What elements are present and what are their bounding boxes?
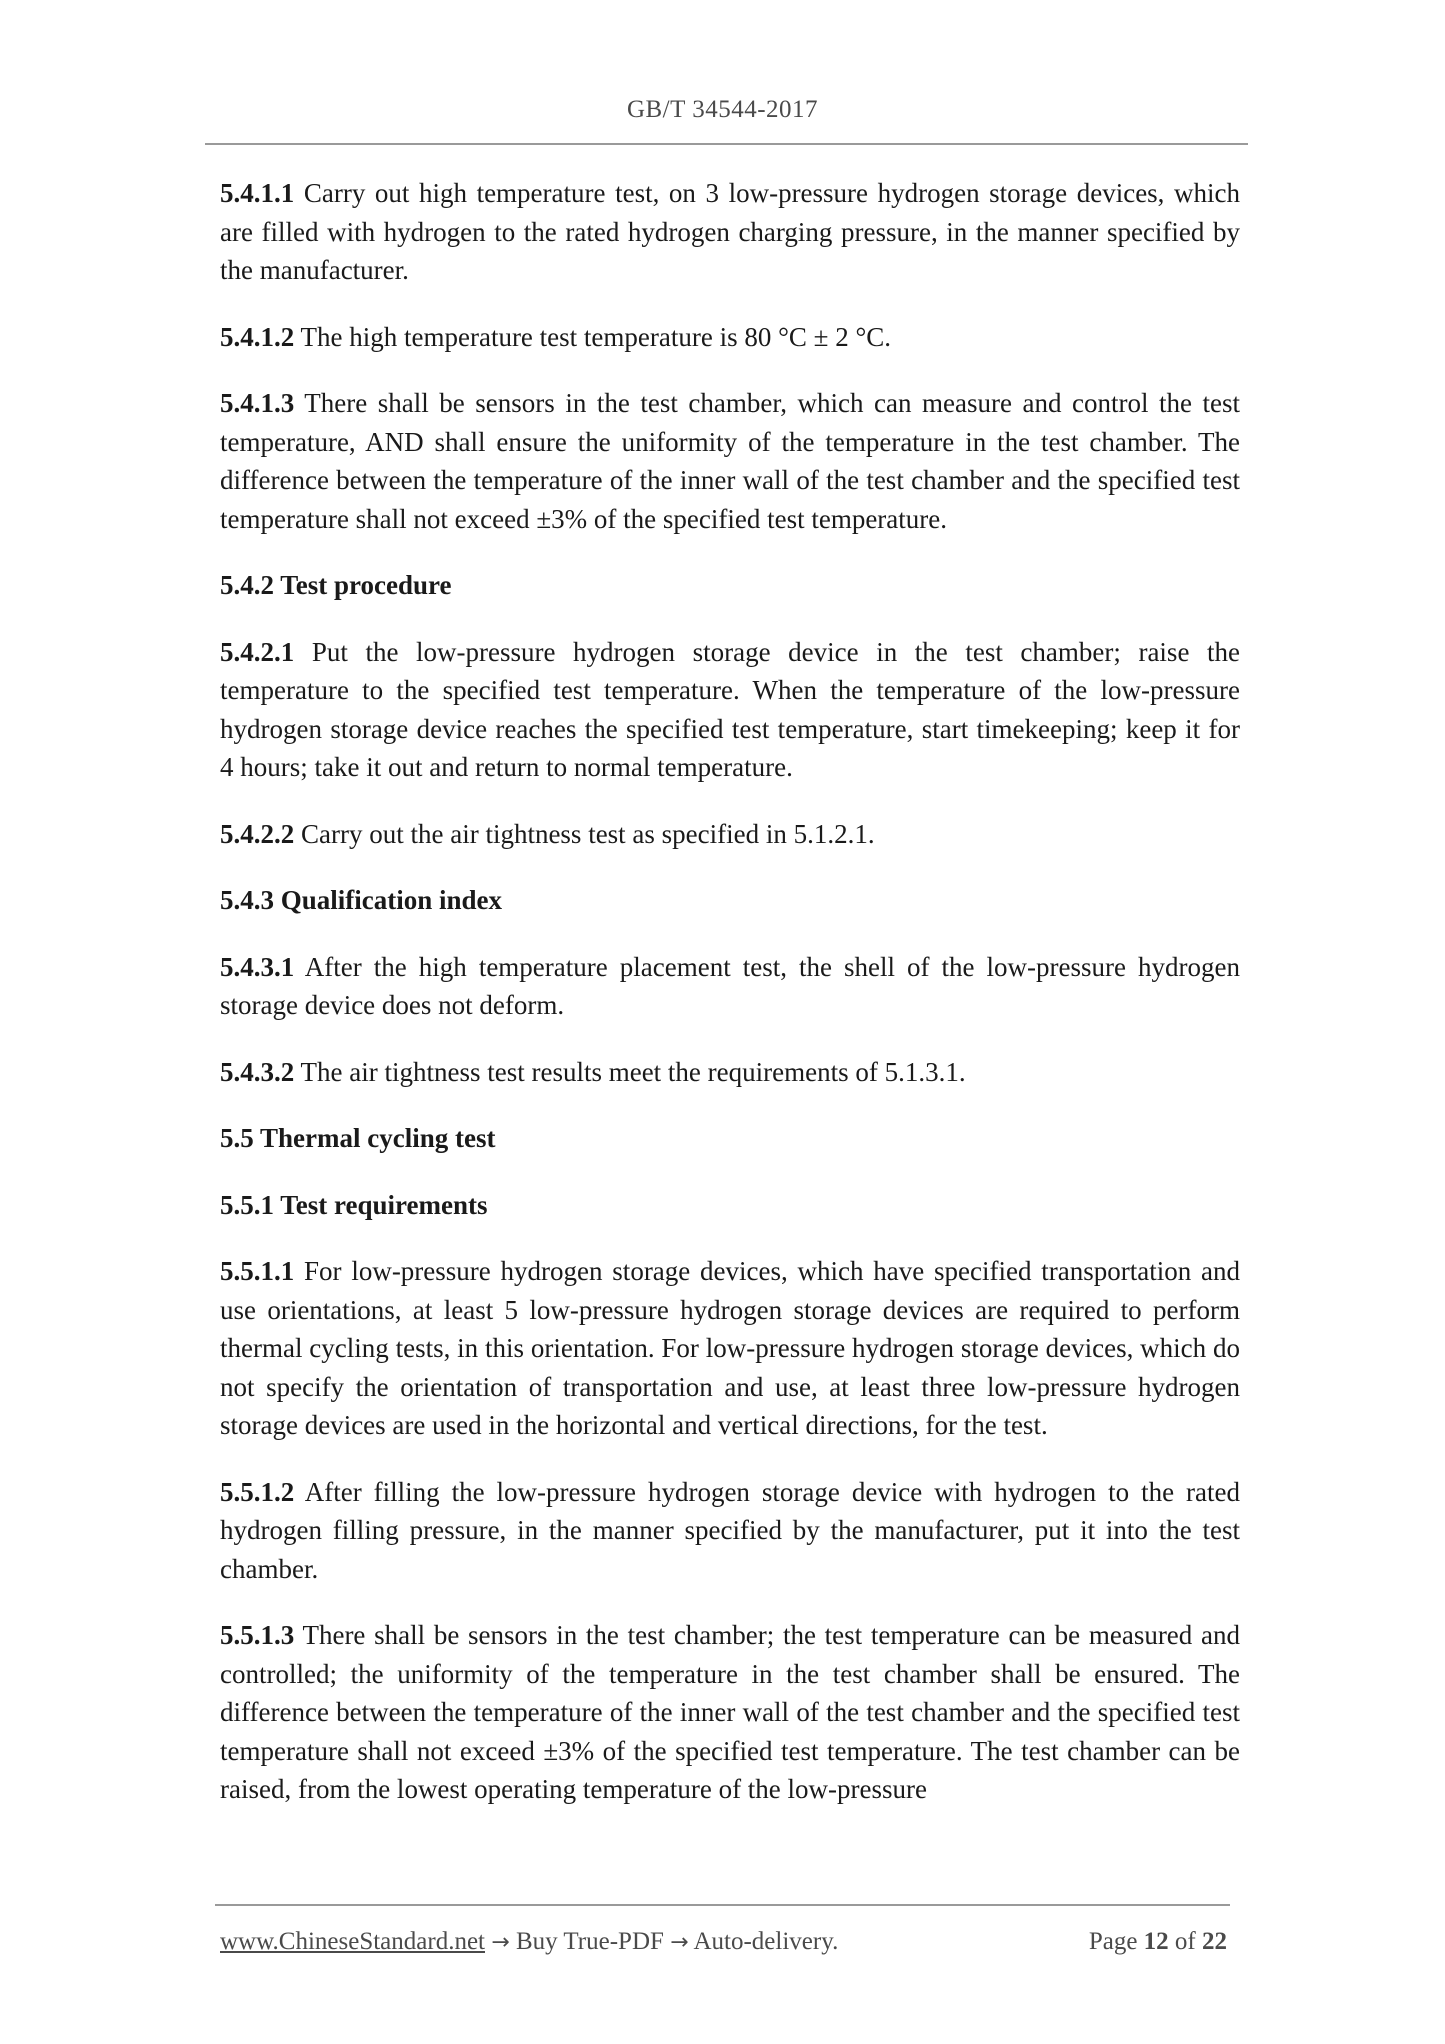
clause-number: 5.5.1.3 [220,1620,295,1650]
total-page-number: 22 [1202,1928,1227,1955]
clause-number: 5.4.1.3 [220,388,295,418]
clause-text: After the high temperature placement test, the shell of the low-pressure hydrogen storage device does not deform. [220,951,1241,1020]
clause-text: There shall be sensors in the test chamber, which can measure and control the test temperature, AND shall ensure the uniformity of the temperature in the test chamber. The difference between the temperature of the inner wall of the test chamber and the specified test temperature shall not exceed ±3% of the specified test temperature. [220,388,1240,534]
buy-true-pdf-text: Buy True-PDF [515,1928,664,1955]
clause-5-4-3-2 [220,1053,1240,1092]
clause-number: 5.4.2.2 [220,818,295,849]
clause-number: 5.4.3.2 [220,1056,295,1087]
page-label: Page [1088,1928,1138,1955]
clause-5-5-1-3 [220,1616,1240,1809]
clause-text: The high temperature test temperature is 80 °C ± 2 °C. [300,321,892,352]
clause-number: 5.5.1.1 [220,1256,295,1286]
clause-text: Carry out high temperature test, on 3 low-pressure hydrogen storage devices, which are filled with hydrogen to the rated hydrogen charging pressure, in the manner specified by the manufacturer. [220,178,1240,285]
clause-number: 5.4.1.2 [220,321,295,352]
clause-5-5-1-2 [220,1473,1240,1589]
clause-text: For low-pressure hydrogen storage devices, which have specified transportation and use orientations, at least 5 low-pressure hydrogen storage devices are required to perform thermal cycling tests, in this orientation. For low-pressure hydrogen storage devices, which do not specify the orientation of transportation and use, at least three low-pressure hydrogen storage devices are used in the horizontal and vertical directions, for the test. [220,1256,1241,1440]
clause-text: Put the low-pressure hydrogen storage device in the test chamber; raise the temperature to the specified test temperature. When the temperature of the low-pressure hydrogen storage device reaches the specified test temperature, start timekeeping; keep it for 4 hours; take it out and return to normal temperature. [220,636,1240,782]
arrow-right-icon: → [491,1930,510,1955]
current-page-number: 12 [1143,1928,1169,1955]
clause-number: 5.4.3.1 [220,951,295,982]
clause-5-4-1-2 [220,318,1240,357]
clause-5-4-3-1 [220,948,1240,1025]
clause-text: The air tightness test results meet the requirements of 5.1.3.1. [300,1056,966,1087]
header-divider [205,143,1248,145]
heading-5-4-3: 5.4.3 Qualification index [220,885,503,915]
heading-5-4-2: 5.4.2 Test procedure [220,570,452,600]
arrow-right-icon: → [670,1930,689,1955]
heading-5-5-1: 5.5.1 Test requirements [220,1189,488,1220]
website-link[interactable]: www.ChineseStandard.net [220,1928,485,1955]
auto-delivery-text: Auto-delivery. [693,1928,839,1955]
clause-text: Carry out the air tightness test as specified in 5.1.2.1. [301,818,875,849]
clause-5-4-1-1 [220,174,1240,290]
clause-text: After filling the low-pressure hydrogen storage device with hydrogen to the rated hydrogen filling pressure, in the manner specified by the manufacturer, put it into the test chamber. [220,1476,1240,1584]
page-indicator [1089,1928,1227,1956]
clause-5-5-1-1 [220,1252,1240,1445]
document-body [220,174,1240,1837]
clause-text: There shall be sensors in the test chamber; the test temperature can be measured and controlled; the uniformity of the temperature in the test chamber shall be ensured. The difference between the temperature of the inner wall of the test chamber and the specified test temperature shall not exceed ±3% of the specified test temperature. The test chamber can be raised, from the lowest operating temperature of the low-pressure [220,1620,1240,1804]
document-header-title: GB/T 34544-2017 [626,96,819,123]
clause-number: 5.5.1.2 [220,1476,295,1507]
of-label: of [1174,1928,1196,1955]
clause-number: 5.4.2.1 [220,636,295,667]
clause-5-4-1-3 [220,384,1240,538]
heading-5-5: 5.5 Thermal cycling test [220,1123,496,1153]
clause-5-4-2-1 [220,633,1240,787]
footer-promo [220,1928,838,1956]
clause-5-4-2-2 [220,815,1240,854]
footer-divider [215,1904,1230,1906]
clause-number: 5.4.1.1 [220,178,295,208]
